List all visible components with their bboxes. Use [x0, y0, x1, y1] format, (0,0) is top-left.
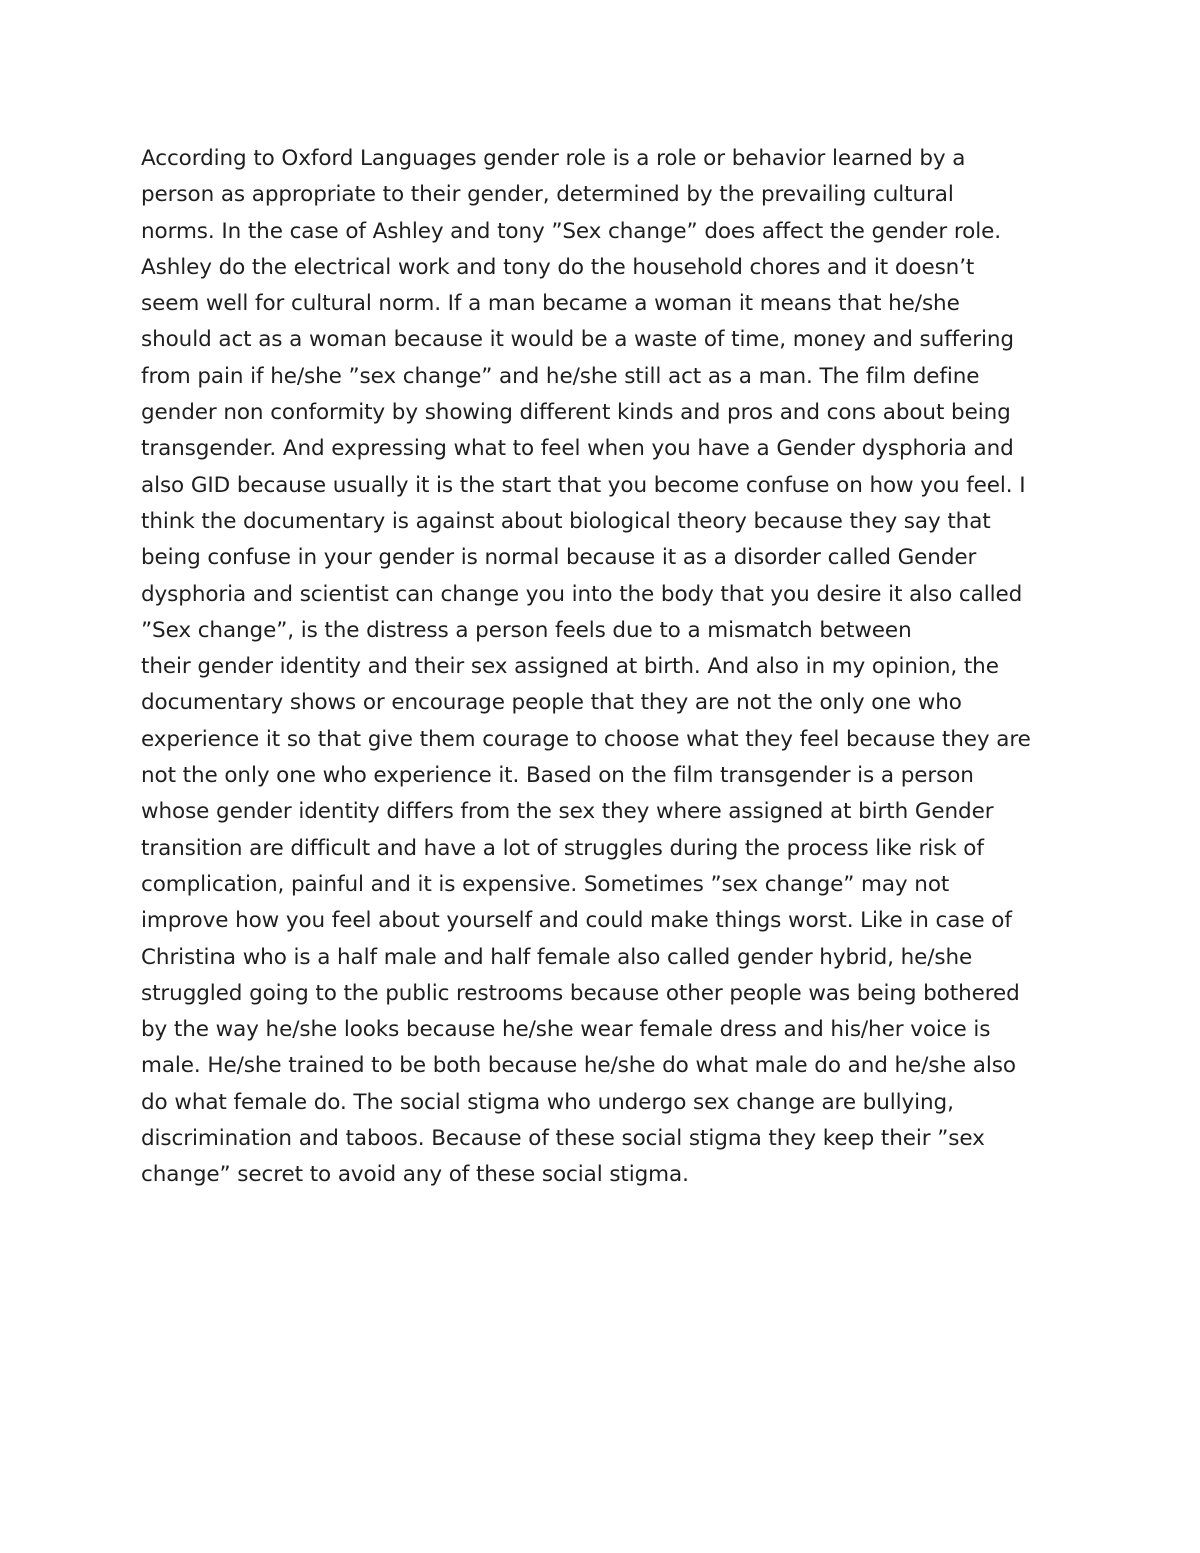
paragraph-line: gender non conformity by showing different kinds and pros and cons about being: [141, 400, 1011, 426]
paragraph-line: Christina who is a half male and half female also called gender hybrid, he/she: [141, 944, 973, 970]
paragraph-line: According to Oxford Languages gender role is a role or behavior learned by a: [141, 146, 966, 171]
paragraph-line: transition are difficult and have a lot of struggles during the process like risk of: [141, 835, 984, 861]
paragraph-line: their gender identity and their sex assigned at birth. And also in my opinion, the: [141, 654, 999, 680]
paragraph-line: being confuse in your gender is normal because it as a disorder called Gender: [141, 545, 977, 571]
paragraph-line: dysphoria and scientist can change you into the body that you desire it also called: [141, 581, 1023, 607]
paragraph-line: experience it so that give them courage to choose what they feel because they are: [141, 726, 1031, 752]
paragraph-line: ”Sex change”, is the distress a person feels due to a mismatch between: [141, 617, 912, 643]
paragraph-line: norms. In the case of Ashley and tony ”Sex change” does affect the gender role.: [141, 218, 1001, 244]
paragraph-line: Ashley do the electrical work and tony do the household chores and it doesn’t: [141, 254, 975, 280]
paragraph-line: also GID because usually it is the start that you become confuse on how you feel. I: [141, 472, 1026, 498]
paragraph-line: from pain if he/she ”sex change” and he/she still act as a man. The film define: [141, 363, 980, 389]
body-paragraph: [141, 141, 1061, 1194]
paragraph-line: not the only one who experience it. Based on the film transgender is a person: [141, 763, 974, 789]
paragraph-line: transgender. And expressing what to feel when you have a Gender dysphoria and: [141, 436, 1014, 462]
paragraph-line: think the documentary is against about biological theory because they say that: [141, 508, 991, 534]
paragraph-line: struggled going to the public restrooms because other people was being bothered: [141, 980, 1020, 1006]
paragraph-line: documentary shows or encourage people that they are not the only one who: [141, 690, 962, 716]
paragraph-line: by the way he/she looks because he/she wear female dress and his/her voice is: [141, 1017, 991, 1043]
paragraph-line: male. He/she trained to be both because he/she do what male do and he/she also: [141, 1053, 1016, 1079]
paragraph-line: do what female do. The social stigma who undergo sex change are bullying,: [141, 1089, 954, 1115]
paragraph-line: complication, painful and it is expensive. Sometimes ”sex change” may not: [141, 871, 950, 897]
paragraph-line: seem well for cultural norm. If a man became a woman it means that he/she: [141, 291, 960, 317]
paragraph-line: whose gender identity differs from the sex they where assigned at birth Gender: [141, 799, 994, 825]
paragraph-line: improve how you feel about yourself and could make things worst. Like in case of: [141, 908, 1012, 934]
paragraph-line: change” secret to avoid any of these social stigma.: [141, 1162, 689, 1188]
paragraph-line: person as appropriate to their gender, determined by the prevailing cultural: [141, 182, 954, 208]
paragraph-line: discrimination and taboos. Because of these social stigma they keep their ”sex: [141, 1126, 985, 1152]
paragraph-line: should act as a woman because it would be a waste of time, money and suffering: [141, 327, 1014, 353]
